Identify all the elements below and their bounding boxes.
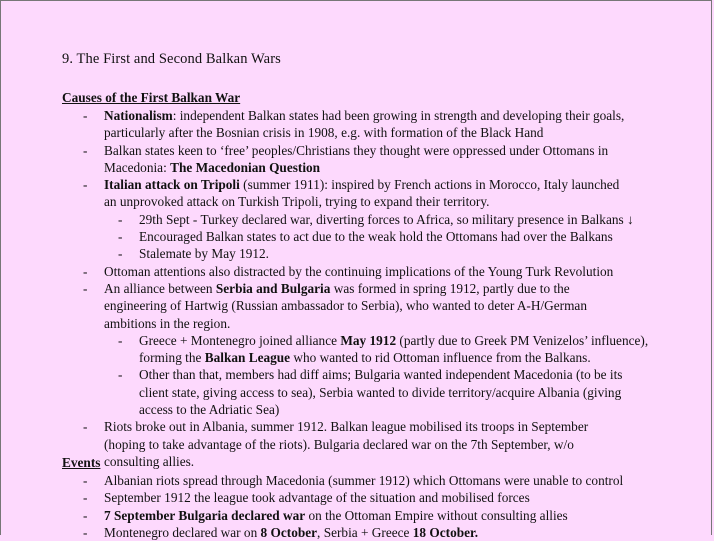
- nationalism-term: Nationalism: [104, 108, 173, 123]
- list-item: - September 1912 the league took advantage of the situation and mobilised forces: [83, 490, 530, 506]
- bullet-dash: -: [83, 142, 88, 158]
- bullet-dash: -: [118, 229, 123, 245]
- list-item: - 7 September Bulgaria declared war on the Ottoman Empire without consulting allies: [83, 507, 568, 523]
- bullet-dash: -: [83, 263, 88, 279]
- may-1912-term: May 1912: [340, 332, 397, 348]
- bullet-dash: -: [118, 246, 123, 262]
- bullet-dash: -: [83, 280, 88, 296]
- october-18-term: 18 October.: [412, 524, 479, 540]
- list-item: - Nationalism: independent Balkan states had been growing in strength and developing their goals, particularly after the Bosnian crisis in 1908, e.g. with formation of the Black Hand: [83, 108, 625, 141]
- macedonian-question-term: The Macedonian Question: [170, 159, 321, 175]
- bullet-dash: -: [83, 507, 88, 523]
- causes-heading: Causes of the First Balkan War: [62, 90, 241, 105]
- sub-list-item: - Other than that, members had diff aims; Bulgaria wanted independent Macedonia (to be its client state, giving access to sea), Serbia wanted to divide territory/acquire Albania (giving access to the Adriatic Sea): [118, 367, 623, 418]
- balkan-league-term: Balkan League: [204, 350, 291, 366]
- list-item: - An alliance between Serbia and Bulgaria was formed in spring 1912, partly due to the engineering of Hartwig (Russian ambassador to Serbia), who wanted to deter A-H/German ambitions in the region.: [83, 280, 587, 331]
- list-item: - Italian attack on Tripoli (summer 1911): inspired by French actions in Morocco, Italy launched an unprovoked attack on Turkish Tripoli, trying to expand their territory.: [83, 177, 620, 210]
- bulgaria-declared-war-term: 7 September Bulgaria declared war: [104, 507, 306, 523]
- sub-list-item: - Encouraged Balkan states to act due to the weak hold the Ottomans had over the Balkans: [118, 229, 613, 245]
- list-item: - Riots broke out in Albania, summer 1912. Balkan league mobilised its troops in September (hoping to take advantage of the riots). Bulgaria declared war on the 7th September, w/o consulting allies.: [83, 419, 589, 469]
- list-item: - Albanian riots spread through Macedonia (summer 1912) which Ottomans were unable to control: [83, 473, 624, 488]
- bullet-dash: -: [118, 332, 123, 348]
- bullet-dash: -: [83, 419, 88, 435]
- serbia-bulgaria-term: Serbia and Bulgaria: [215, 280, 331, 296]
- events-heading: Events: [62, 455, 101, 470]
- bullet-dash: -: [83, 524, 88, 540]
- bullet-dash: -: [83, 177, 88, 193]
- bullet-dash: -: [83, 108, 88, 123]
- page-title: 9. The First and Second Balkan Wars: [62, 51, 281, 67]
- tripoli-term: Italian attack on Tripoli: [104, 177, 240, 193]
- bullet-dash: -: [83, 473, 88, 488]
- sub-list-item: - Greece + Montenegro joined alliance May 1912 (partly due to Greek PM Venizelos’ influence), forming the Balkan League who wanted to rid Ottoman influence from the Balkans.: [118, 332, 649, 366]
- bullet-dash: -: [83, 490, 88, 506]
- list-item: - Balkan states keen to ‘free’ peoples/Christians they thought were oppressed under Ottomans in Macedonia: The Macedonian Question: [83, 142, 609, 175]
- list-item: - Ottoman attentions also distracted by the continuing implications of the Young Turk Revolution: [83, 263, 614, 279]
- bullet-dash: -: [118, 211, 123, 227]
- sub-list-item: - 29th Sept - Turkey declared war, diverting forces to Africa, so military presence in Balkans ↓: [118, 211, 634, 227]
- october-8-term: 8 October: [260, 524, 318, 540]
- bullet-dash: -: [118, 367, 123, 383]
- events-list: [1, 472, 711, 541]
- sub-list-item: - Stalemate by May 1912.: [118, 246, 269, 262]
- list-item: - Montenegro declared war on 8 October, Serbia + Greece 18 October.: [83, 524, 479, 540]
- causes-list: [1, 107, 711, 470]
